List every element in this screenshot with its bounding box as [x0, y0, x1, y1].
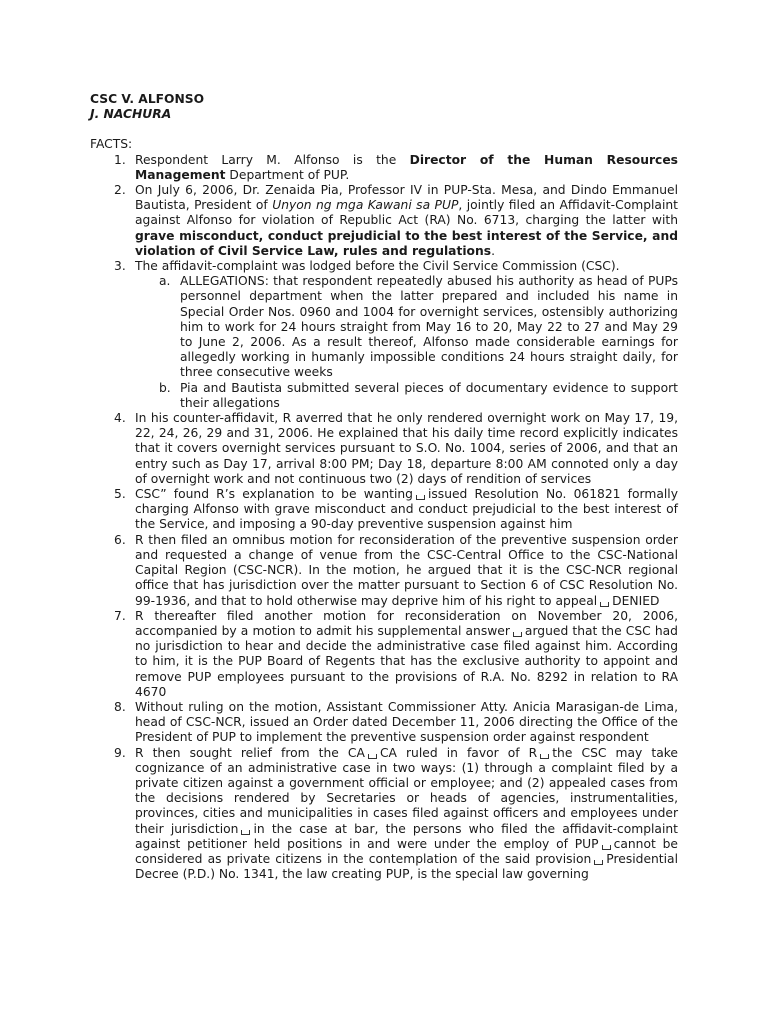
case-title: CSC V. ALFONSO — [90, 92, 205, 106]
highlight-text: Director of the Human Resources Management — [135, 152, 678, 182]
arrow-symbol-icon — [416, 495, 425, 500]
fact-number: 1. — [114, 152, 126, 167]
fact-number: 8. — [114, 699, 126, 714]
facts-list — [90, 153, 678, 883]
fact-item-9: 9. R then sought relief from the CA CA ruled in favor of R the CSC may take cognizance of an administrative case in two ways: (1) through a complaint filed by a private citizen against a government official or employee; and (2) appealed cases from the decisions rendered by Secretaries or heads of agencies, instrumentalities, provinces, cities and municipalities in cases filed against officers and employees under their jurisdiction in the case at bar, the persons who filed the affidavit-complaint against petitioner held positions in and were under the employ of PUP cannot be considered as private citizens in the contemplation of the said provision Presidential Decree (P.D.) No. 1341, the law creating PUP, is the special law governing — [114, 745, 678, 882]
facts-heading: FACTS: — [90, 137, 133, 152]
fact-item-5: 5. CSC” found R’s explanation to be wanting issued Resolution No. 061821 formally charging Alfonso with grave misconduct and conduct prejudicial to the best interest of the Service, and imposing a 90-day preventive suspension against him — [114, 487, 678, 532]
arrow-symbol-icon — [540, 754, 549, 759]
allegations-list — [135, 274, 678, 411]
sub-item-a: a. ALLEGATIONS: that respondent repeatedly abused his authority as head of PUPs personnel department when the latter prepared and included his name in Special Order Nos. 0960 and 1004 for overnight services, ostensibly authorizing him to work for 24 hours straight from May 16 to 20, May 22 to 27 and May 29 to June 2, 2006. As a result thereof, Alfonso made considerable earnings for allegedly working in humanly impossible conditions 24 hours straight daily, for three consecutive weeks — [159, 274, 678, 380]
highlight-text: grave misconduct, conduct prejudicial to the best interest of the Service, and violation of Civil Service Law, rules and regulations — [135, 228, 678, 258]
arrow-symbol-icon — [513, 632, 522, 637]
fact-number: 5. — [114, 487, 126, 502]
arrow-symbol-icon — [602, 845, 611, 850]
arrow-symbol-icon — [594, 860, 603, 865]
italic-text: Unyon ng mga Kawani sa PUP — [272, 198, 459, 213]
arrow-symbol-icon — [241, 830, 250, 835]
fact-item-8: 8. Without ruling on the motion, Assistant Commissioner Atty. Anicia Marasigan-de Lima, head of CSC-NCR, issued an Order dated December 11, 2006 directing the Office of the President of PUP to implement the preventive suspension order against respondent — [114, 699, 678, 745]
sub-letter: a. — [159, 274, 171, 289]
arrow-symbol-icon — [600, 602, 609, 607]
fact-item-7: 7. R thereafter filed another motion for reconsideration on November 20, 2006, accompanied by a motion to admit his supplemental answer argued that the CSC had no jurisdiction to hear and decide the administrative case filed against him. According to him, it is the PUP Board of Regents that has the exclusive authority to appoint and remove PUP employees pursuant to the provisions of R.A. No. 8292 in relation to RA 4670 — [114, 608, 678, 699]
fact-number: 4. — [114, 411, 126, 426]
fact-number: 2. — [114, 183, 126, 198]
fact-number: 3. — [114, 259, 126, 274]
sub-item-b: b. Pia and Bautista submitted several pieces of documentary evidence to support their allegations — [159, 380, 678, 410]
fact-item-4: 4. In his counter-affidavit, R averred that he only rendered overnight work on May 17, 19, 22, 24, 26, 29 and 31, 2006. He explained that his daily time record explicitly indicates that it covers overnight services pursuant to S.O. No. 1004, series of 2006, and that an entry such as Day 17, arrival 8:00 PM; Day 18, departure 8:00 AM connoted only a day of overnight work and not continuous two (2) days of rendition of services — [114, 411, 678, 486]
document-page — [90, 92, 678, 882]
fact-item-2: 2. On July 6, 2006, Dr. Zenaida Pia, Professor IV in PUP-Sta. Mesa, and Dindo Emmanuel Bautista, President of Unyon ng mga Kawani sa PUP, jointly filed an Affidavit-Complaint against Alfonso for violation of Republic Act (RA) No. 6713, charging the latter with grave misconduct, conduct prejudicial to the best interest of the Service, and violation of Civil Service Law, rules and regulations. — [114, 183, 678, 258]
fact-number: 9. — [114, 745, 126, 760]
fact-item-6: 6. R then filed an omnibus motion for reconsideration of the preventive suspension order and requested a change of venue from the CSC-Central Office to the CSC-National Capital Region (CSC-NCR). In the motion, he argued that it is the CSC-NCR regional office that has jurisdiction over the matter pursuant to Section 6 of CSC Resolution No. 99-1936, and that to hold otherwise may deprive him of his right to appeal DENIED — [114, 532, 678, 608]
sub-letter: b. — [159, 380, 171, 395]
fact-number: 7. — [114, 608, 126, 623]
ponente: J. NACHURA — [90, 107, 172, 122]
fact-number: 6. — [114, 532, 126, 547]
fact-item-3: 3. The affidavit-complaint was lodged before the Civil Service Commission (CSC). a. ALLEGATIONS: that respondent repeatedly abused his authority as head of PUPs personnel department when the latter prepared and included his name in Special Order Nos. 0960 and 1004 for overnight services, ostensibly authorizing him to work for 24 hours straight from May 16 to 20, May 22 to 27 and May 29 to June 2, 2006. As a result thereof, Alfonso made considerable earnings for allegedly working in humanly impossible conditions 24 hours straight daily, for three consecutive weeks b. Pia and Bautista submitted several pieces of documentary evidence to support their allegations — [114, 259, 678, 410]
fact-item-1: 1. Respondent Larry M. Alfonso is the Director of the Human Resources Management Department of PUP. — [114, 152, 678, 182]
arrow-symbol-icon — [368, 754, 377, 759]
